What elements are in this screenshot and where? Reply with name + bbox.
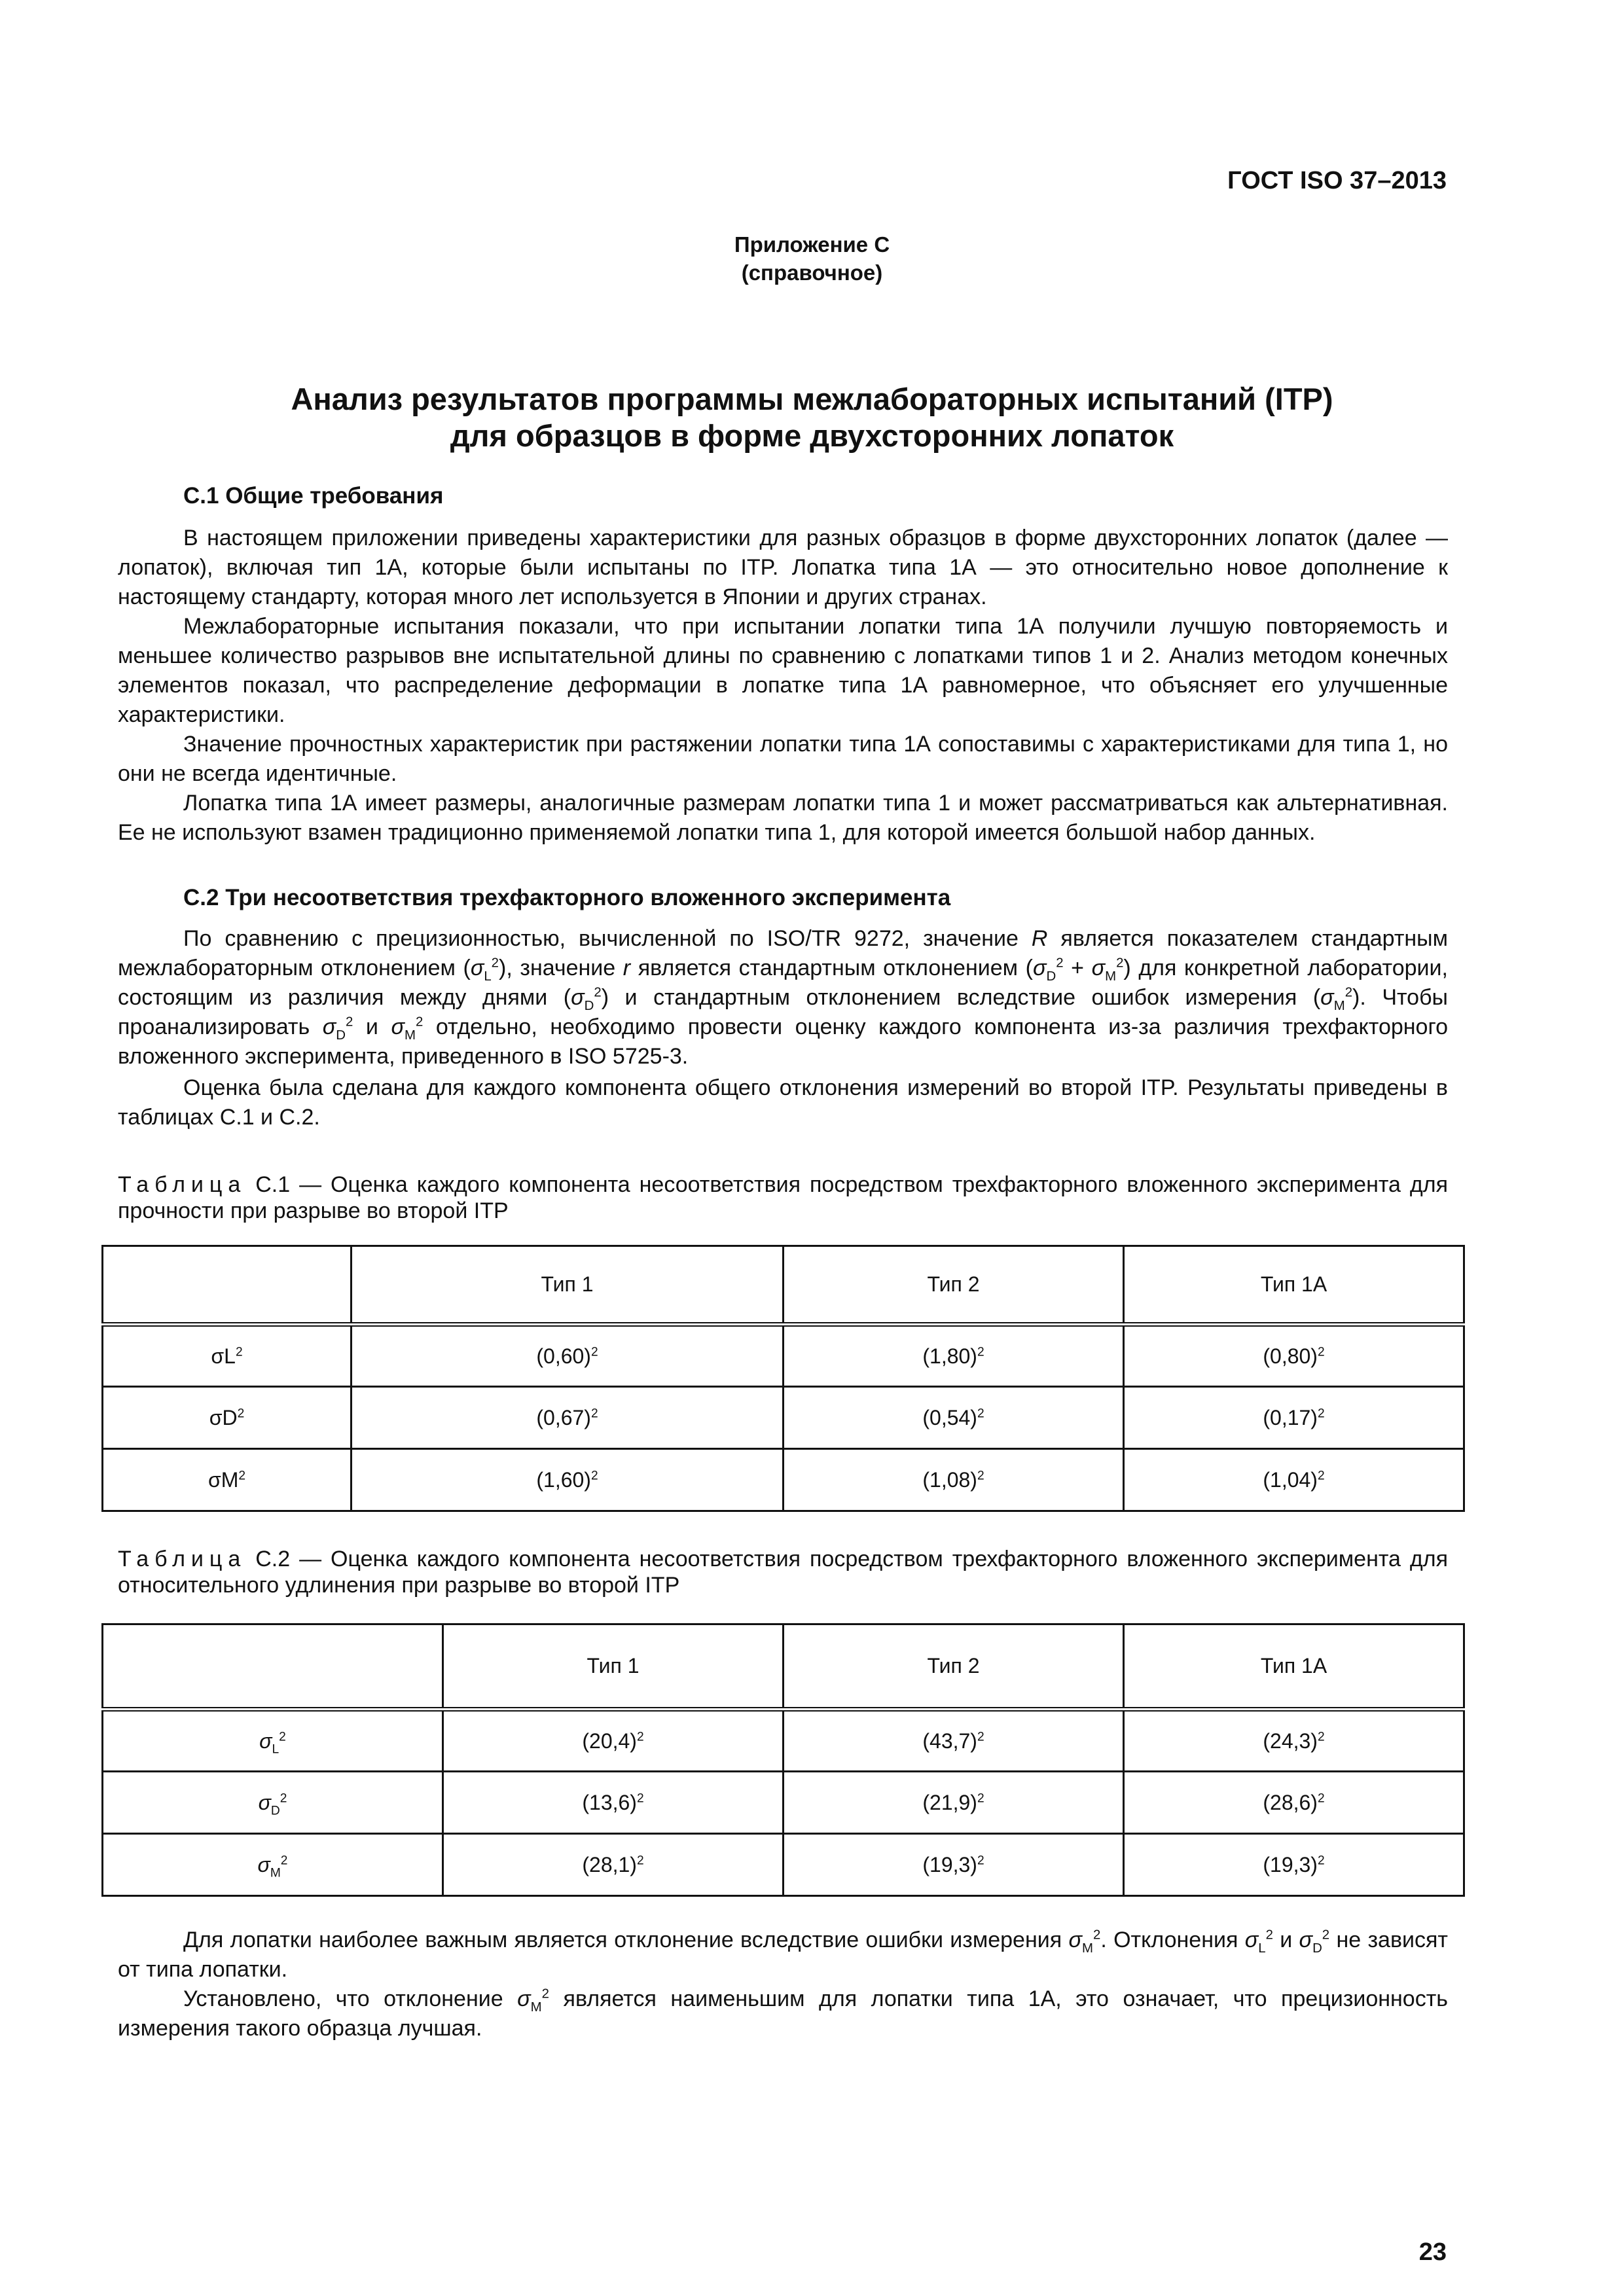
section-c2-heading: С.2 Три несоответствия трехфакторного вложенного эксперимента (183, 885, 951, 910)
table-cell: $(13,6)^2$ (443, 1772, 784, 1834)
section-c1-heading: С.1 Общие требования (183, 483, 444, 509)
table-c1-caption: Таблица С.1 — Оценка каждого компонента несоответствия посредством трехфакторного вложенного эксперимента для прочности при разрыве во второй ITP (118, 1172, 1448, 1223)
closing-paragraph-1: Для лопатки наиболее важным является отклонение вследствие ошибки измерения $\sigma_M^2$. Отклонения $\sigma_L^2$ и $\sigma_D^2$ не зависят от типа лопатки. (118, 1928, 1449, 1982)
section-c1-paragraph-1: В настоящем приложении приведены характеристики для разных образцов в форме двухсторонних лопаток (далее — лопаток), включая тип 1А, которые были испытаны по ITP. Лопатка типа 1А — это относительно новое дополнение к настоящему стандарту, которая много лет используется в Японии и других странах. (118, 526, 1448, 609)
table-cell: $(0,60)^2$ (352, 1325, 784, 1387)
row-label: $\sigma D^2$ (103, 1387, 352, 1449)
table-cell: $(1,60)^2$ (352, 1449, 784, 1511)
table-cell: $(0,80)^2$ (1124, 1325, 1464, 1387)
row-label: $\sigma_L^2$ (103, 1710, 443, 1772)
table-cell: $(21,9)^2$ (784, 1772, 1124, 1834)
section-c2-paragraph-2: Оценка была сделана для каждого компонента общего отклонения измерений во второй ITP. Результаты приведены в таблицах С.1 и С.2. (118, 1075, 1448, 1130)
table-cell: $(1,08)^2$ (784, 1449, 1124, 1511)
table-c1-header-empty (103, 1246, 352, 1325)
table-cell: $(1,04)^2$ (1124, 1449, 1464, 1511)
standard-code: ГОСТ ISO 37–2013 (1227, 167, 1447, 194)
row-label: $\sigma_M^2$ (103, 1834, 443, 1896)
table-row (103, 1834, 1464, 1896)
section-c1-paragraph-3: Значение прочностных характеристик при растяжении лопатки типа 1А сопоставимы с характеристиками для типа 1, но они не всегда идентичные. (118, 732, 1448, 786)
table-cell: $(0,54)^2$ (784, 1387, 1124, 1449)
table-c2-header-type2: Тип 2 (784, 1624, 1124, 1710)
annex-title-line2: для образцов в форме двухсторонних лопаток (450, 418, 1174, 453)
section-c1-paragraph-4: Лопатка типа 1А имеет размеры, аналогичные размерам лопатки типа 1 и может рассматриваться как альтернативная. Ее не используют взамен традиционно применяемой лопатки типа 1, для которой имеется большой набор данных. (118, 791, 1448, 845)
table-cell: $(43,7)^2$ (784, 1710, 1124, 1772)
section-c1-paragraph-2: Межлабораторные испытания показали, что при испытании лопатки типа 1А получили лучшую повторяемость и меньшее количество разрывов вне испытательной длины по сравнению с лопатками типов 1 и 2. Анализ методом конечных элементов показал, что распределение деформации в лопатке типа 1А равномерное, что объясняет его улучшенные характеристики. (118, 614, 1448, 727)
row-label: $\sigma M^2$ (103, 1449, 352, 1511)
table-row (103, 1449, 1464, 1511)
table-c2-header-type1: Тип 1 (443, 1624, 784, 1710)
table-c1-header-type2: Тип 2 (784, 1246, 1124, 1325)
table-cell: $(24,3)^2$ (1124, 1710, 1464, 1772)
table-cell: $(28,6)^2$ (1124, 1772, 1464, 1834)
table-c2-header-empty (103, 1624, 443, 1710)
table-cell: $(19,3)^2$ (784, 1834, 1124, 1896)
table-c2-header-row (103, 1624, 1464, 1710)
table-row (103, 1710, 1464, 1772)
table-cell: $(20,4)^2$ (443, 1710, 784, 1772)
annex-label: Приложение С (734, 232, 890, 257)
annex-title-line1: Анализ результатов программы межлабораторных испытаний (ITP) (291, 382, 1333, 416)
section-c2-paragraph-1: По сравнению с прецизионностью, вычисленной по ISO/TR 9272, значение R является показателем стандартным межлабораторным отклонением $(\sigma_L^2)$, значение r является стандартным отклонением $(\sigma_D^2 + \sigma_M^2)$ для конкретной лаборатории, состоящим из различия между днями $(\sigma_D^2)$ и стандартным отклонением вследствие ошибок измерения $(\sigma_M^2)$. Чтобы проанализировать $\sigma_D^2$ и $\sigma_M^2$ отдельно, необходимо провести оценку каждого компонента из-за различия трехфакторного вложенного эксперимента, приведенного в ISO 5725-3. (118, 926, 1449, 1069)
table-cell: $(0,67)^2$ (352, 1387, 784, 1449)
page-number: 23 (1418, 2238, 1447, 2266)
table-c1-header-type1: Тип 1 (352, 1246, 784, 1325)
table-cell: $(19,3)^2$ (1124, 1834, 1464, 1896)
table-row (103, 1772, 1464, 1834)
table-c2 (101, 1623, 1465, 1897)
table-c2-header-type1a: Тип 1А (1124, 1624, 1464, 1710)
closing-paragraph-2: Установлено, что отклонение $\sigma_M^2$ является наименьшим для лопатки типа 1А, это означает, что прецизионность измерения такого образца лучшая. (118, 1986, 1448, 2041)
table-c2-caption: Таблица С.2 — Оценка каждого компонента несоответствия посредством трехфакторного вложенного эксперимента для относительного удлинения при разрыве во второй ITP (118, 1547, 1448, 1598)
row-label: $\sigma_D^2$ (103, 1772, 443, 1834)
table-row (103, 1387, 1464, 1449)
table-c1-header-row (103, 1246, 1464, 1325)
table-c1 (101, 1245, 1465, 1512)
table-cell: $(1,80)^2$ (784, 1325, 1124, 1387)
annex-type: (справочное) (741, 260, 883, 285)
table-c1-header-type1a: Тип 1А (1124, 1246, 1464, 1325)
table-row (103, 1325, 1464, 1387)
row-label: $\sigma L^2$ (103, 1325, 352, 1387)
table-cell: $(0,17)^2$ (1124, 1387, 1464, 1449)
table-cell: $(28,1)^2$ (443, 1834, 784, 1896)
